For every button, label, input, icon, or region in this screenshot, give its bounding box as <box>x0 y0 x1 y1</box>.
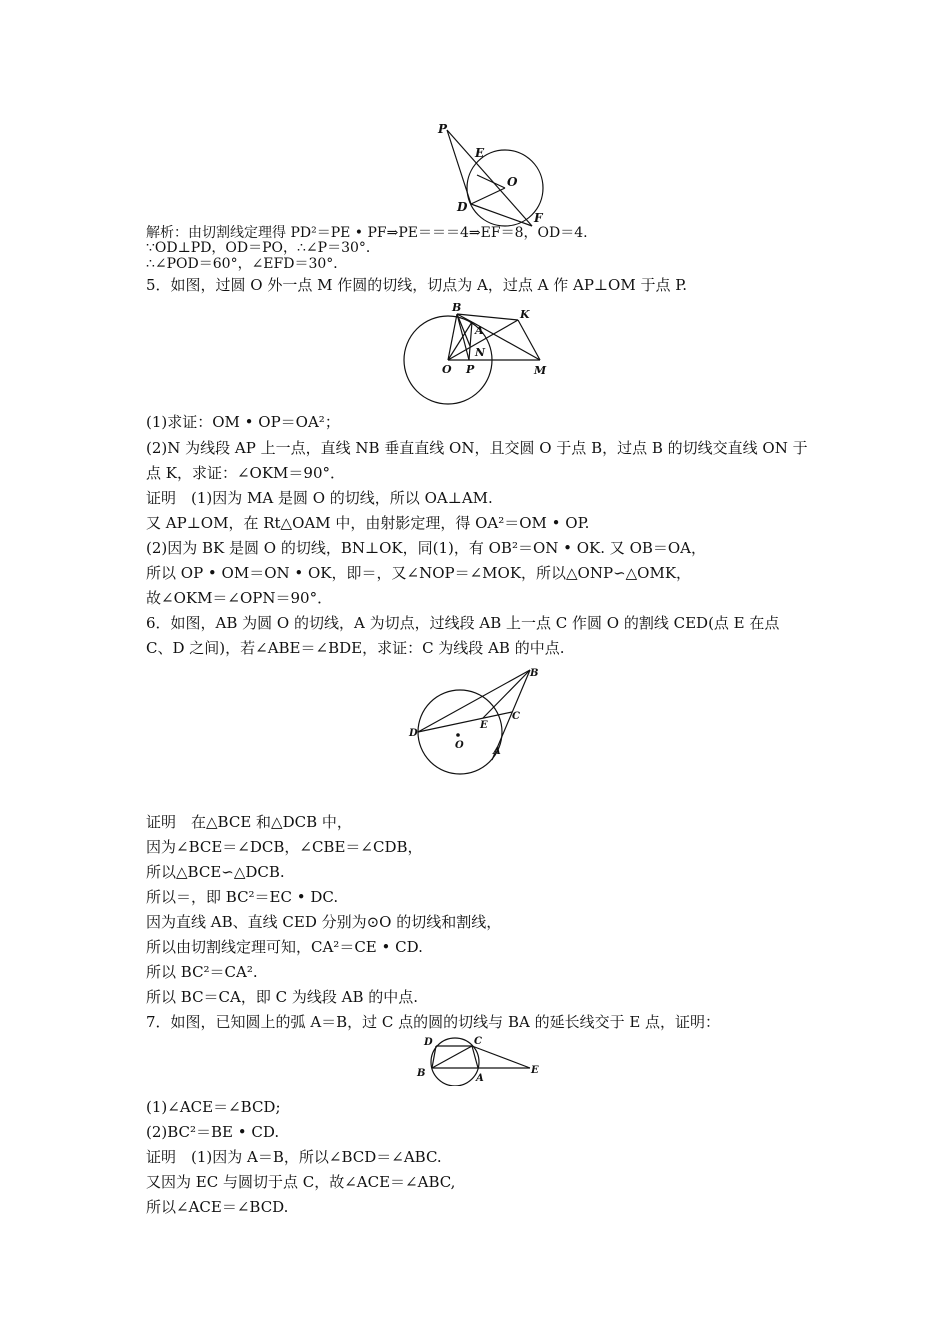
label-o: O <box>507 175 518 189</box>
proof-6-line-7: 所以 BC²＝CA². <box>146 963 258 981</box>
text-line-3: ∴∠POD＝60°，∠EFD＝30°． <box>146 256 348 272</box>
proof-6-line-6: 所以由切割线定理可知，CA²＝CE • CD. <box>146 938 423 956</box>
label-d: D <box>409 728 418 739</box>
proof-5-line-3: (2)因为 BK 是圆 O 的切线，BN⊥OK，同(1)，有 OB²＝ON • OK. 又 OB＝OA， <box>146 539 707 557</box>
figure-4-cyclic-quadrilateral <box>410 1036 550 1086</box>
problem-5-part-2-cont: 点 K，求证：∠OKM＝90°． <box>146 464 345 482</box>
label-c: C <box>474 1036 482 1047</box>
label-o: O <box>442 363 452 376</box>
proof-7-line-2: 又因为 EC 与圆切于点 C，故∠ACE＝∠ABC, <box>146 1173 456 1191</box>
figure-3-tangent-secant-cd <box>400 662 550 780</box>
circle-o <box>418 690 502 774</box>
label-e: E <box>480 720 488 731</box>
problem-7-part-2: (2)BC²＝BE • CD. <box>146 1123 280 1141</box>
proof-6-line-5: 因为直线 AB、直线 CED 分别为⊙O 的切线和割线， <box>146 913 502 931</box>
label-b: B <box>452 301 462 314</box>
label-o: O <box>455 740 464 751</box>
proof-6-line-1: 证明 在△BCE 和△DCB 中， <box>146 813 352 831</box>
label-c: C <box>512 711 520 722</box>
label-f: F <box>534 211 543 225</box>
problem-7-statement: 7．如图，已知圆上的弧 A＝B，过 C 点的圆的切线与 BA 的延长线交于 E 点，证明： <box>146 1013 721 1031</box>
label-b: B <box>417 1068 426 1079</box>
text-line-2: ∵OD⊥PD，OD＝PO，∴∠P＝30°． <box>146 240 380 256</box>
text-line-1: 解析：由切割线定理得 PD²＝PE • PF⇒PE＝＝＝4⇒EF＝8，OD＝4. <box>146 225 588 241</box>
proof-5-line-4: 所以 OP • OM＝ON • OK，即＝，又∠NOP＝∠MOK，所以△ONP∽△OMK， <box>146 564 692 582</box>
label-e: E <box>531 1065 539 1076</box>
label-b: B <box>530 668 539 679</box>
figure-1-tangent-secant <box>430 118 560 228</box>
problem-5-part-1: (1)求证：OM • OP＝OA²； <box>146 413 340 431</box>
proof-6-line-4: 所以＝，即 BC²＝EC • DC. <box>146 888 339 906</box>
proof-5-line-5: 故∠OKM＝∠OPN＝90°． <box>146 589 333 607</box>
label-a: A <box>476 1073 484 1084</box>
circle <box>431 1038 479 1086</box>
label-k: K <box>520 308 530 321</box>
label-e: E <box>475 146 485 160</box>
problem-5-statement: 5．如图，过圆 O 外一点 M 作圆的切线，切点为 A，过点 A 作 AP⊥OM 于点 P. <box>146 276 688 294</box>
proof-6-line-8: 所以 BC＝CA，即 C 为线段 AB 的中点. <box>146 988 419 1006</box>
proof-5-line-2: 又 AP⊥OM，在 Rt△OAM 中，由射影定理，得 OA²＝OM • OP. <box>146 514 590 532</box>
proof-6-line-2: 因为∠BCE＝∠DCB，∠CBE＝∠CDB， <box>146 838 423 856</box>
label-p: P <box>466 363 475 376</box>
problem-6-statement-cont: C、D 之间)，若∠ABE＝∠BDE，求证：C 为线段 AB 的中点. <box>146 639 565 657</box>
problem-6-statement: 6．如图，AB 为圆 O 的切线，A 为切点，过线段 AB 上一点 C 作圆 O 的割线 CED(点 E 在点 <box>146 614 780 632</box>
figure-2-circle-tangent-km <box>400 298 560 410</box>
problem-7-part-1: (1)∠ACE＝∠BCD; <box>146 1098 281 1116</box>
label-d: D <box>457 200 468 214</box>
label-p: P <box>438 122 448 136</box>
proof-7-line-1: 证明 (1)因为 A＝B，所以∠BCD＝∠ABC. <box>146 1148 442 1166</box>
label-m: M <box>534 364 547 377</box>
problem-5-part-2: (2)N 为线段 AP 上一点，直线 NB 垂直直线 ON，且交圆 O 于点 B，过点 B 的切线交直线 ON 于 <box>146 439 808 457</box>
proof-7-line-3: 所以∠ACE＝∠BCD. <box>146 1198 289 1216</box>
label-a: A <box>475 324 484 337</box>
proof-6-line-3: 所以△BCE∽△DCB. <box>146 863 285 881</box>
label-a: A <box>493 746 501 757</box>
proof-5-line-1: 证明 (1)因为 MA 是圆 O 的切线，所以 OA⊥AM. <box>146 489 493 507</box>
label-d: D <box>424 1037 433 1048</box>
label-n: N <box>475 346 486 359</box>
